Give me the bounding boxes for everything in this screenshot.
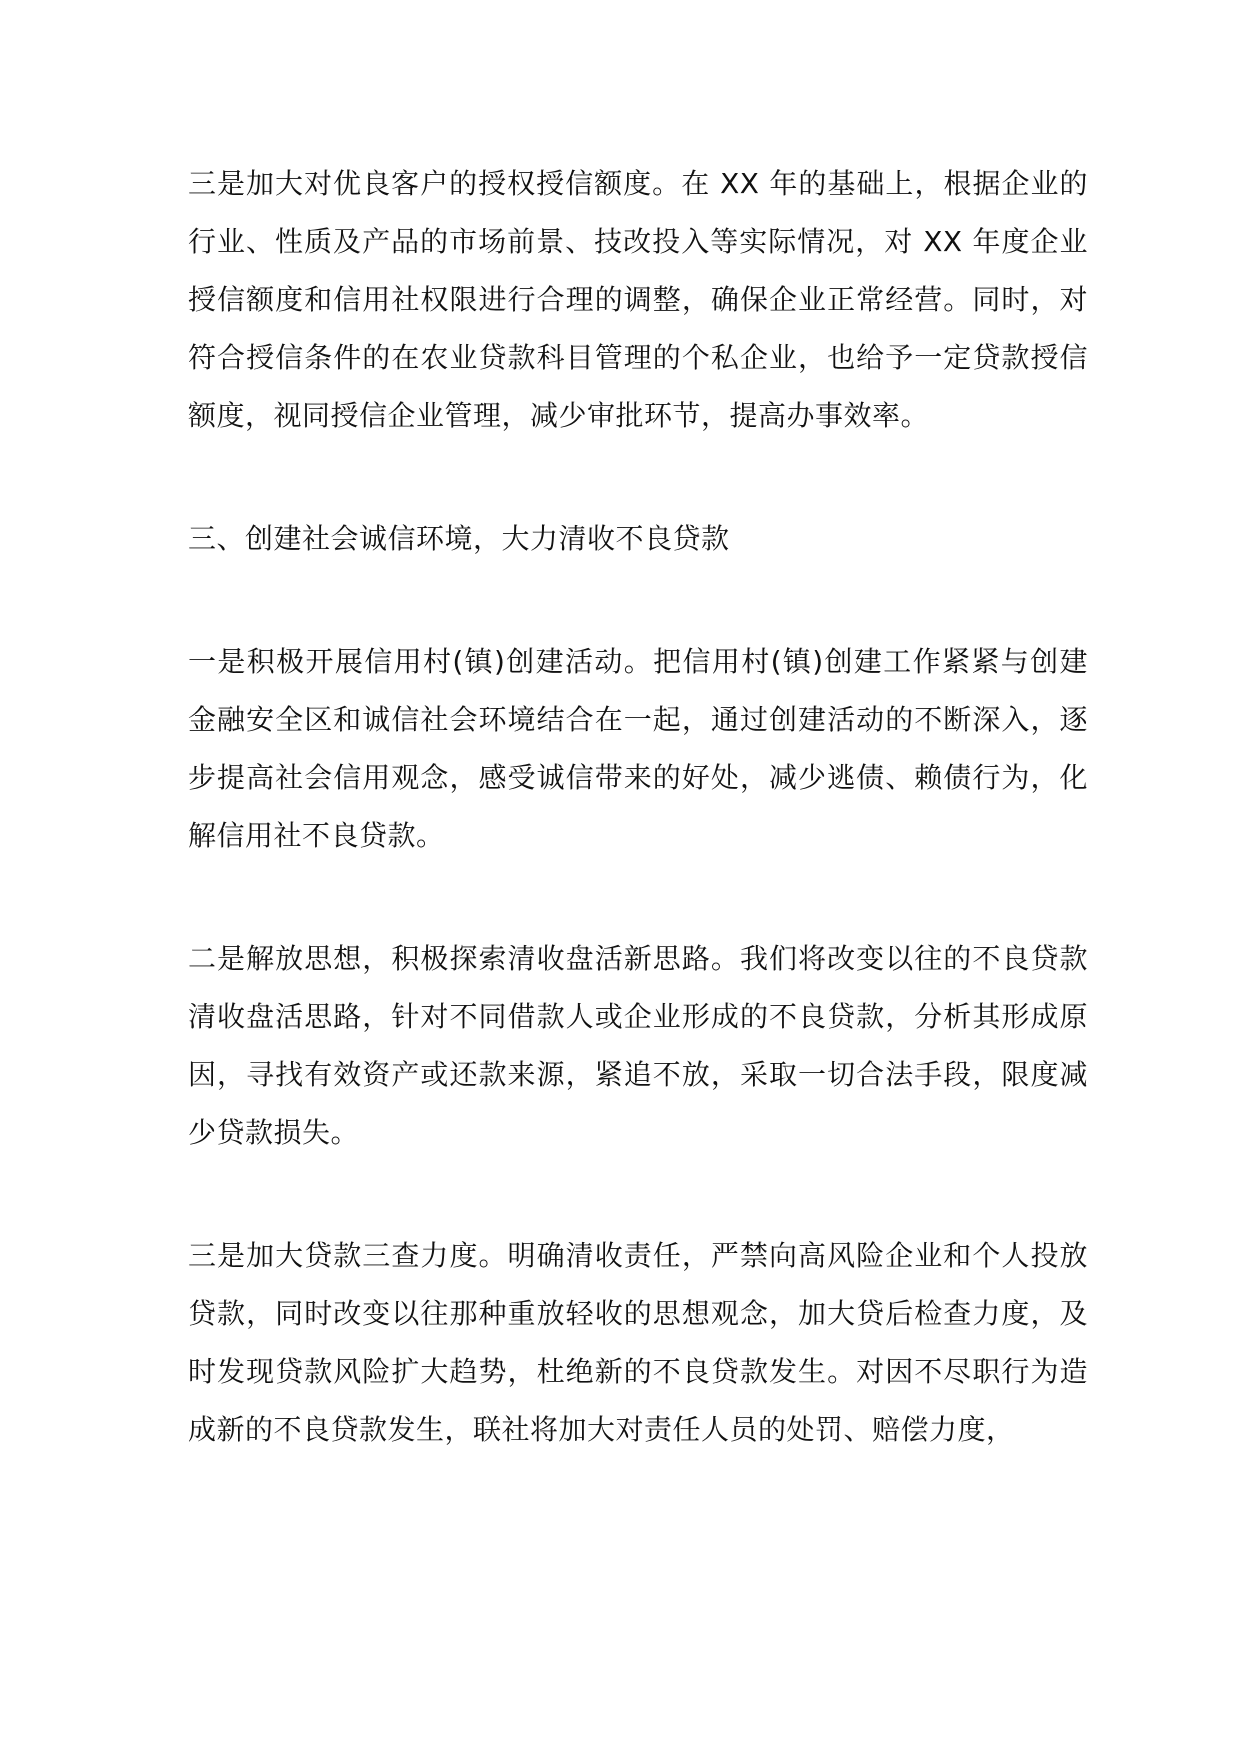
paragraph-credit-village: 一是积极开展信用村(镇)创建活动。把信用村(镇)创建工作紧紧与创建金融安全区和诚信社会环境结合在一起，通过创建活动的不断深入，逐步提高社会信用观念，感受诚信带来的好处，减少逃债、赖债行为，化解信用社不良贷款。 xyxy=(188,645,1088,852)
document-body xyxy=(188,155,1088,1459)
paragraph-new-approach: 二是解放思想，积极探索清收盘活新思路。我们将改变以往的不良贷款清收盘活思路，针对不同借款人或企业形成的不良贷款，分析其形成原因，寻找有效资产或还款来源，紧追不放，采取一切合法手段，限度减少贷款损失。 xyxy=(188,942,1088,1149)
paragraph-credit-limit: 三是加大对优良客户的授权授信额度。在 XX 年的基础上，根据企业的行业、性质及产品的市场前景、技改投入等实际情况，对 XX 年度企业授信额度和信用社权限进行合理的调整，确保企业正常经营。同时，对符合授信条件的在农业贷款科目管理的个私企业，也给予一定贷款授信额度，视同授信企业管理，减少审批环节，提高办事效率。 xyxy=(188,167,1088,432)
paragraph-loan-inspection: 三是加大贷款三查力度。明确清收责任，严禁向高风险企业和个人投放贷款，同时改变以往那种重放轻收的思想观念，加大贷后检查力度，及时发现贷款风险扩大趋势，杜绝新的不良贷款发生。对因不尽职行为造成新的不良贷款发生，联社将加大对责任人员的处罚、赔偿力度， xyxy=(188,1239,1088,1446)
section-heading: 三、创建社会诚信环境，大力清收不良贷款 xyxy=(188,522,730,555)
